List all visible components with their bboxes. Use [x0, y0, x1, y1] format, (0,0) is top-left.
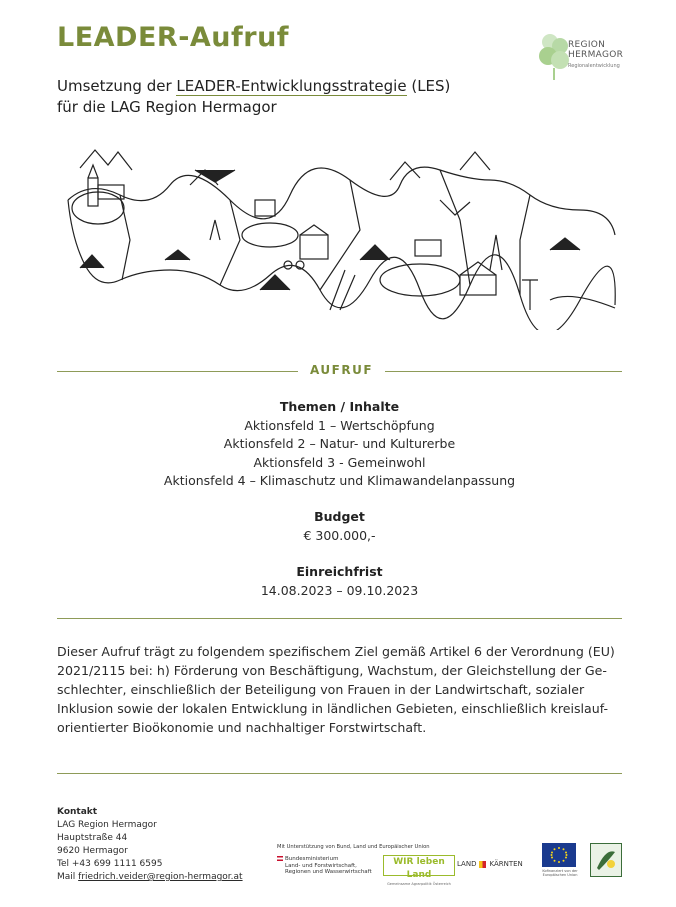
- funding-support-text: Mit Unterstützung von Bund, Land und Europäischer Union: [277, 844, 430, 850]
- page-title: LEADER-Aufruf: [57, 22, 290, 53]
- budget-heading: Budget: [314, 509, 365, 524]
- logo-text: REGION HERMAGOR: [568, 40, 624, 60]
- call-label: AUFRUF: [298, 363, 385, 377]
- deadline-heading: Einreichfrist: [296, 564, 383, 579]
- budget-block: [57, 508, 622, 545]
- subtitle-suffix: (LES): [406, 77, 451, 95]
- contact-mail-label: Mail: [57, 872, 79, 882]
- topics-block: [57, 398, 622, 491]
- contact-phone: Tel +43 699 1111 6595: [57, 859, 163, 869]
- topic-item: Aktionsfeld 2 – Natur- und Kulturerbe: [223, 436, 456, 451]
- contact-heading: Kontakt: [57, 807, 98, 817]
- leader-logo: [590, 843, 622, 877]
- topics-heading: Themen / Inhalte: [279, 399, 400, 414]
- description-paragraph: Dieser Aufruf trägt zu folgendem spezifischem Ziel gemäß Artikel 6 der Verordnung (EU) 2021/2115 bei: h) Förderung von Beschäftigung, Wachstum, der Gleichstellung der Ge- schlechter, einschließlich der Beteiligung von Frauen in der Landwirtschaft, sozialer Inklusion sowie der lokalen Entwicklung in ländlichen Gebieten, einschließlich kreislauf- orientierter Bioökonomie und nachhaltiger Forstwirtschaft.: [57, 644, 615, 735]
- topic-item: Aktionsfeld 1 – Wertschöpfung: [244, 417, 435, 433]
- topic-item: Aktionsfeld 4 – Klimaschutz und Klimawandelanpassung: [163, 473, 516, 488]
- contact-city: 9620 Hermagor: [57, 846, 128, 856]
- les-link[interactable]: LEADER-Entwicklungsstrategie: [176, 77, 407, 95]
- budget-value: € 300.000,-: [303, 527, 376, 543]
- deadline-value: 14.08.2023 – 09.10.2023: [260, 582, 419, 598]
- contact-street: Hauptstraße 44: [57, 833, 128, 843]
- topic-item: Aktionsfeld 3 - Gemeinwohl: [253, 454, 426, 470]
- ministry-logo: Bundesministerium Land- und Forstwirtschaft, Regionen und Wasserwirtschaft: [277, 856, 372, 876]
- contact-org: LAG Region Hermagor: [57, 820, 157, 830]
- contact-mail-link[interactable]: friedrich.veider@region-hermagor.at: [78, 872, 243, 882]
- section-divider: [57, 773, 622, 774]
- section-divider: [57, 618, 622, 619]
- page-subtitle: [57, 76, 450, 118]
- kaernten-flag-icon: [479, 861, 486, 868]
- logo-tagline: Regionalentwicklung: [568, 63, 620, 69]
- contact-block: [57, 806, 243, 884]
- region-map-illustration: [60, 140, 620, 330]
- wir-leben-land-logo: WIR leben Land Gemeinsame Agrarpolitik Österreich: [383, 855, 455, 876]
- kaernten-logo: LAND KÄRNTEN: [457, 860, 523, 868]
- deadline-block: [57, 563, 622, 600]
- eu-caption: Kofinanziert von der Europäischen Union: [542, 869, 578, 877]
- subtitle-line2: für die LAG Region Hermagor: [57, 98, 277, 116]
- subtitle-prefix: Umsetzung der: [57, 77, 177, 95]
- austria-flag-icon: [277, 856, 283, 861]
- eu-flag-icon: [542, 843, 576, 867]
- region-hermagor-logo: [536, 28, 636, 84]
